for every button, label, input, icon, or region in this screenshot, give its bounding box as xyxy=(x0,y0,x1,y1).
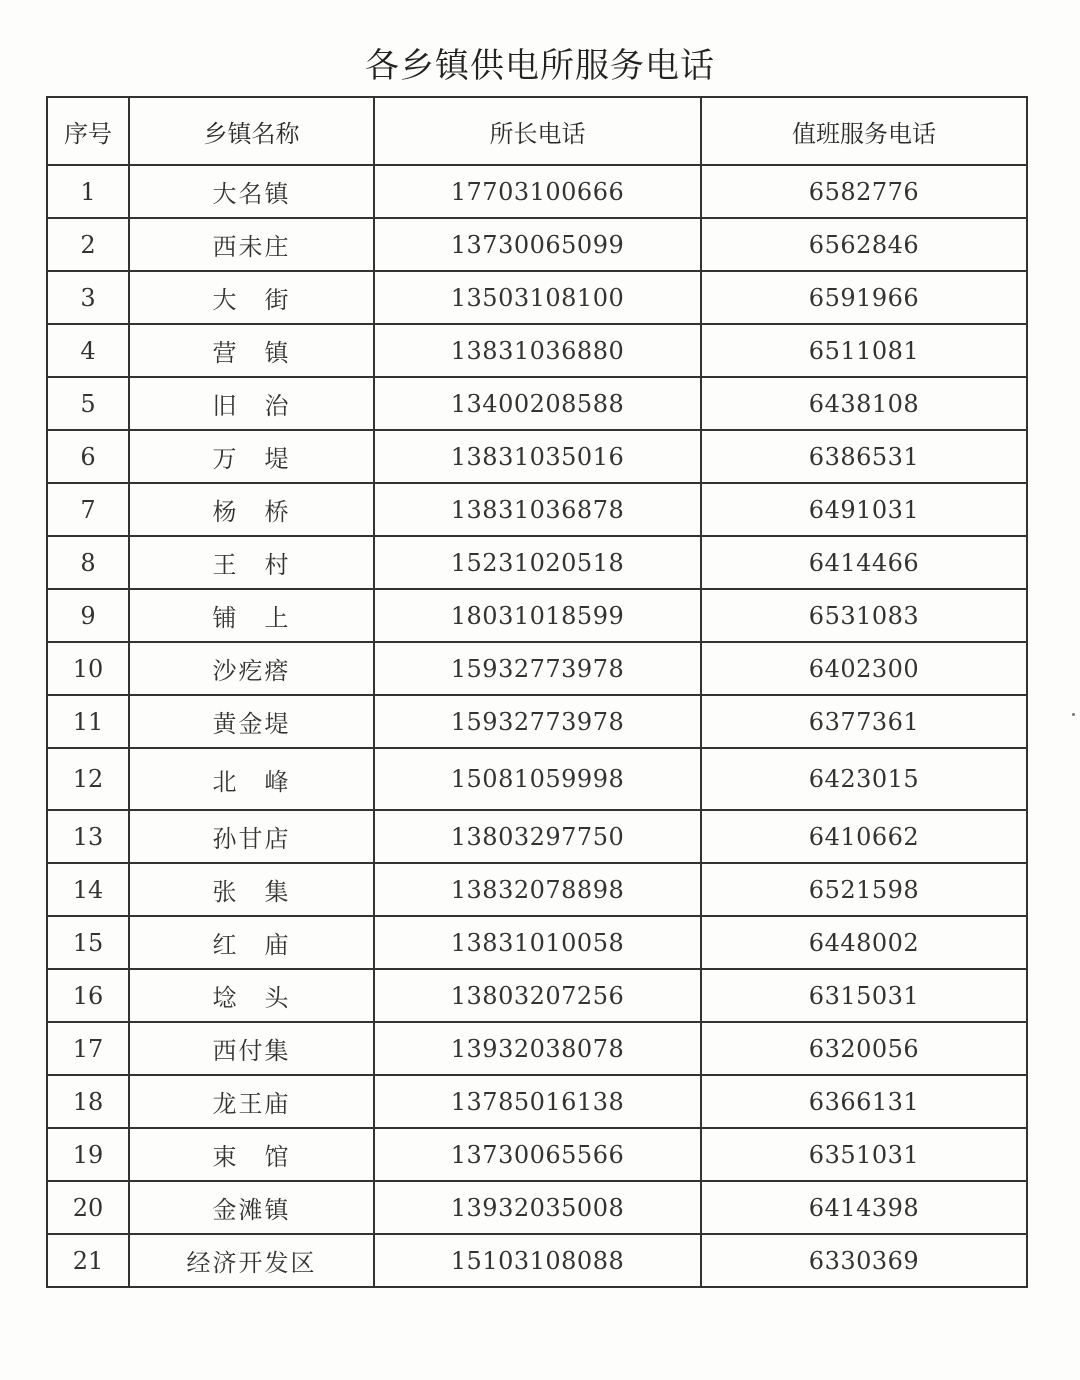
table-row xyxy=(47,969,1027,1022)
table-row xyxy=(47,536,1027,589)
page-title: 各乡镇供电所服务电话 xyxy=(365,46,715,86)
row-town-name: 经济开发区 xyxy=(129,1234,374,1287)
row-director-phone: 13785016138 xyxy=(374,1075,701,1128)
row-director-phone: 13400208588 xyxy=(374,377,701,430)
row-town-name: 沙疙瘩 xyxy=(129,642,374,695)
row-director-phone: 13730065099 xyxy=(374,218,701,271)
table-row xyxy=(47,810,1027,863)
row-town-name: 王 村 xyxy=(129,536,374,589)
row-director-phone: 13932038078 xyxy=(374,1022,701,1075)
row-index: 12 xyxy=(47,748,129,810)
row-index: 14 xyxy=(47,863,129,916)
table-row xyxy=(47,1234,1027,1287)
row-duty-phone: 6531083 xyxy=(701,589,1027,642)
table-row xyxy=(47,430,1027,483)
table-row xyxy=(47,1181,1027,1234)
table-row xyxy=(47,1022,1027,1075)
table-row xyxy=(47,483,1027,536)
row-director-phone: 13803297750 xyxy=(374,810,701,863)
row-director-phone: 15231020518 xyxy=(374,536,701,589)
row-director-phone: 13831035016 xyxy=(374,430,701,483)
row-town-name: 旧 治 xyxy=(129,377,374,430)
row-index: 15 xyxy=(47,916,129,969)
row-duty-phone: 6377361 xyxy=(701,695,1027,748)
row-director-phone: 13503108100 xyxy=(374,271,701,324)
table-row xyxy=(47,748,1027,810)
row-director-phone: 13831036880 xyxy=(374,324,701,377)
row-town-name: 大 街 xyxy=(129,271,374,324)
row-duty-phone: 6423015 xyxy=(701,748,1027,810)
phone-table xyxy=(46,96,1028,1288)
table-row xyxy=(47,642,1027,695)
row-index: 21 xyxy=(47,1234,129,1287)
table-row xyxy=(47,1128,1027,1181)
row-duty-phone: 6320056 xyxy=(701,1022,1027,1075)
row-director-phone: 15932773978 xyxy=(374,642,701,695)
row-town-name: 营 镇 xyxy=(129,324,374,377)
row-director-phone: 18031018599 xyxy=(374,589,701,642)
row-duty-phone: 6414466 xyxy=(701,536,1027,589)
row-index: 3 xyxy=(47,271,129,324)
header-duty-phone: 值班服务电话 xyxy=(701,97,1027,165)
row-duty-phone: 6414398 xyxy=(701,1181,1027,1234)
header-index: 序号 xyxy=(47,97,129,165)
row-town-name: 龙王庙 xyxy=(129,1075,374,1128)
row-index: 11 xyxy=(47,695,129,748)
row-town-name: 西未庄 xyxy=(129,218,374,271)
row-duty-phone: 6582776 xyxy=(701,165,1027,218)
table-row xyxy=(47,377,1027,430)
row-director-phone: 15103108088 xyxy=(374,1234,701,1287)
row-town-name: 束 馆 xyxy=(129,1128,374,1181)
row-director-phone: 13832078898 xyxy=(374,863,701,916)
row-duty-phone: 6521598 xyxy=(701,863,1027,916)
row-town-name: 万 堤 xyxy=(129,430,374,483)
table-row xyxy=(47,271,1027,324)
row-duty-phone: 6511081 xyxy=(701,324,1027,377)
row-duty-phone: 6386531 xyxy=(701,430,1027,483)
scan-speck xyxy=(1072,713,1075,716)
table-header-row xyxy=(47,97,1027,165)
table-row xyxy=(47,695,1027,748)
row-duty-phone: 6438108 xyxy=(701,377,1027,430)
row-duty-phone: 6366131 xyxy=(701,1075,1027,1128)
row-index: 6 xyxy=(47,430,129,483)
row-director-phone: 13831010058 xyxy=(374,916,701,969)
row-town-name: 红 庙 xyxy=(129,916,374,969)
row-director-phone: 13730065566 xyxy=(374,1128,701,1181)
row-duty-phone: 6448002 xyxy=(701,916,1027,969)
row-director-phone: 13831036878 xyxy=(374,483,701,536)
table-row xyxy=(47,863,1027,916)
row-duty-phone: 6491031 xyxy=(701,483,1027,536)
row-town-name: 黄金堤 xyxy=(129,695,374,748)
row-town-name: 金滩镇 xyxy=(129,1181,374,1234)
row-index: 2 xyxy=(47,218,129,271)
table-row xyxy=(47,165,1027,218)
row-index: 19 xyxy=(47,1128,129,1181)
row-town-name: 西付集 xyxy=(129,1022,374,1075)
row-index: 20 xyxy=(47,1181,129,1234)
row-director-phone: 13803207256 xyxy=(374,969,701,1022)
row-index: 17 xyxy=(47,1022,129,1075)
table-row xyxy=(47,324,1027,377)
row-duty-phone: 6562846 xyxy=(701,218,1027,271)
row-index: 4 xyxy=(47,324,129,377)
row-index: 10 xyxy=(47,642,129,695)
row-director-phone: 13932035008 xyxy=(374,1181,701,1234)
row-town-name: 杨 桥 xyxy=(129,483,374,536)
row-director-phone: 17703100666 xyxy=(374,165,701,218)
row-director-phone: 15081059998 xyxy=(374,748,701,810)
row-town-name: 铺 上 xyxy=(129,589,374,642)
row-index: 8 xyxy=(47,536,129,589)
row-index: 7 xyxy=(47,483,129,536)
row-town-name: 大名镇 xyxy=(129,165,374,218)
row-town-name: 张 集 xyxy=(129,863,374,916)
row-index: 16 xyxy=(47,969,129,1022)
row-index: 1 xyxy=(47,165,129,218)
row-index: 18 xyxy=(47,1075,129,1128)
row-index: 9 xyxy=(47,589,129,642)
row-duty-phone: 6410662 xyxy=(701,810,1027,863)
row-duty-phone: 6591966 xyxy=(701,271,1027,324)
row-town-name: 北 峰 xyxy=(129,748,374,810)
row-duty-phone: 6402300 xyxy=(701,642,1027,695)
header-town: 乡镇名称 xyxy=(129,97,374,165)
table-row xyxy=(47,1075,1027,1128)
row-duty-phone: 6315031 xyxy=(701,969,1027,1022)
row-index: 13 xyxy=(47,810,129,863)
row-director-phone: 15932773978 xyxy=(374,695,701,748)
table-row xyxy=(47,916,1027,969)
row-duty-phone: 6330369 xyxy=(701,1234,1027,1287)
row-index: 5 xyxy=(47,377,129,430)
table-row xyxy=(47,218,1027,271)
table-row xyxy=(47,589,1027,642)
row-town-name: 埝 头 xyxy=(129,969,374,1022)
row-town-name: 孙甘店 xyxy=(129,810,374,863)
row-duty-phone: 6351031 xyxy=(701,1128,1027,1181)
header-director-phone: 所长电话 xyxy=(374,97,701,165)
